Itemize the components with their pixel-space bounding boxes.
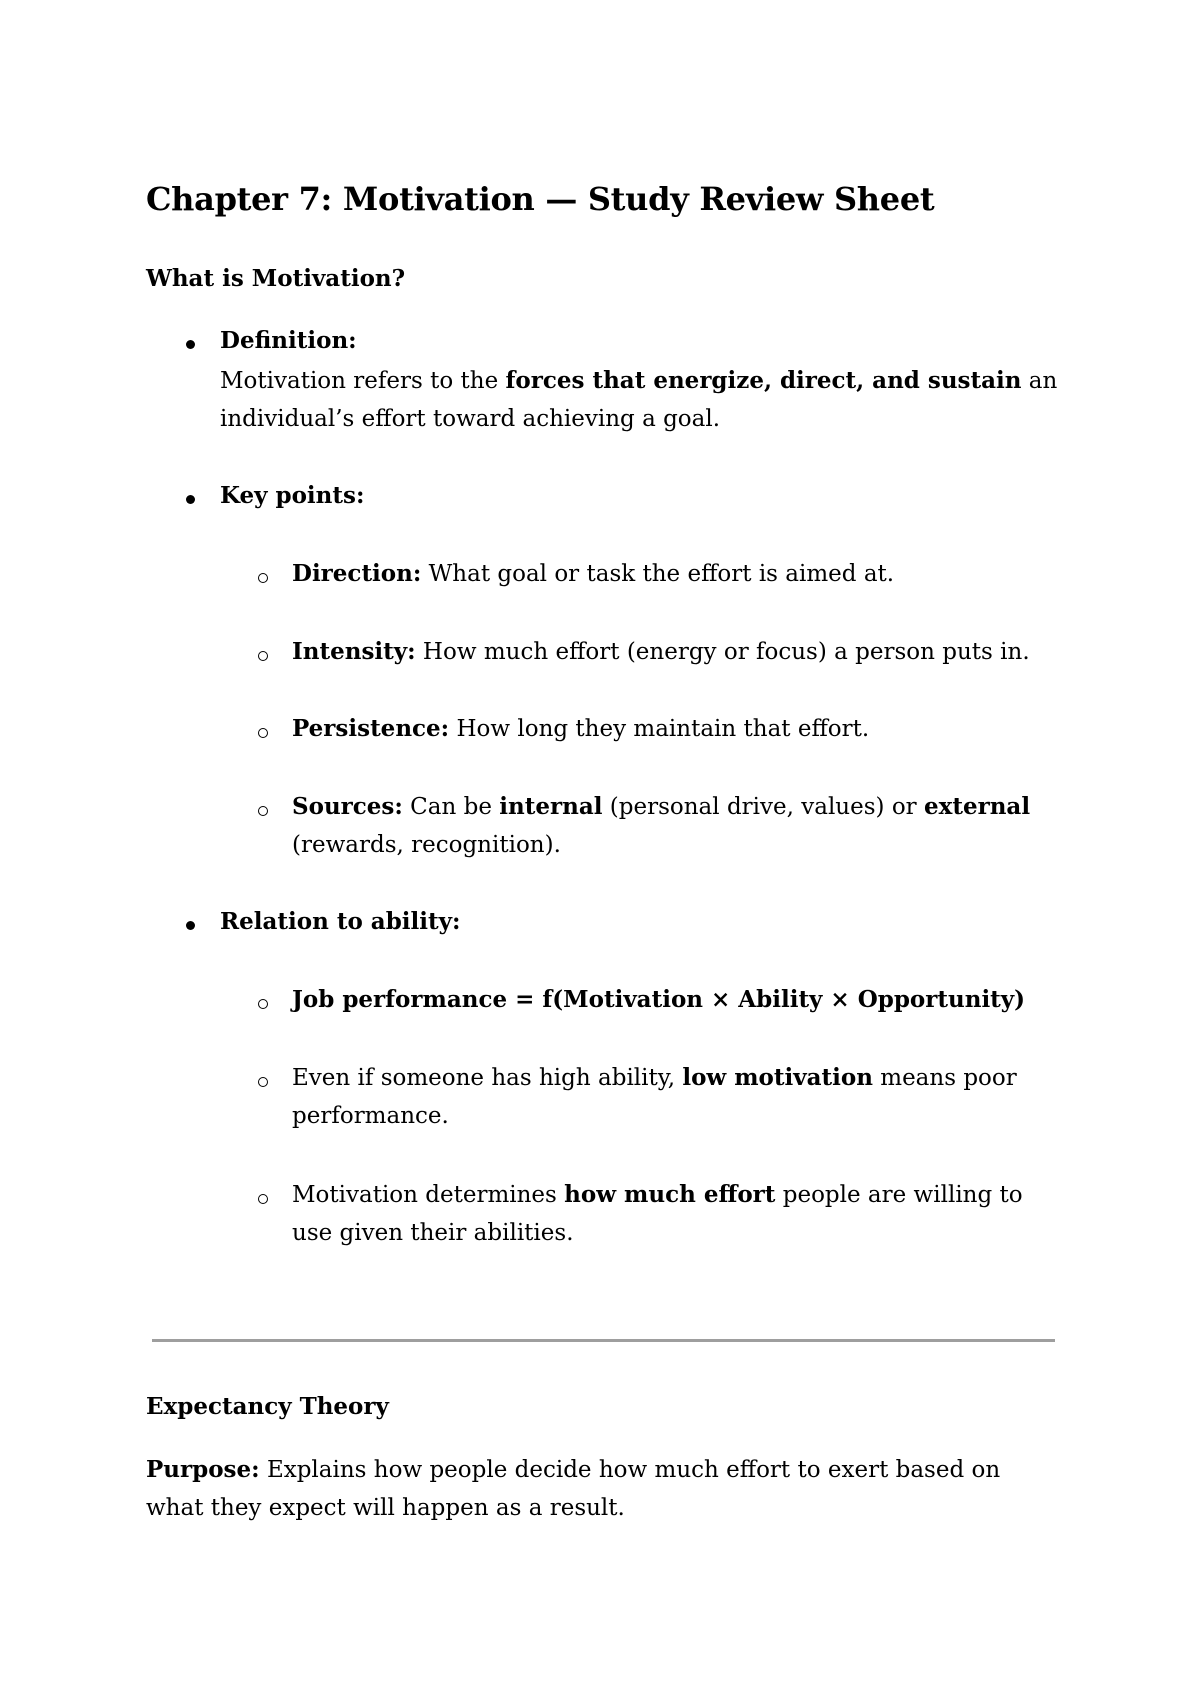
relation-label: Relation to ability: (220, 908, 461, 935)
bullet-hollow-icon (258, 806, 268, 816)
purpose-line-2: what they expect will happen as a result. (146, 1495, 625, 1521)
bullet-hollow-icon (258, 1194, 268, 1204)
bullet-hollow-icon (258, 728, 268, 738)
bullet-filled-icon (186, 340, 195, 349)
bullet-hollow-icon (258, 651, 268, 661)
definition-line-2: individual’s effort toward achieving a goal. (220, 406, 721, 432)
bullet-hollow-icon (258, 1077, 268, 1087)
list-item-formula: Job performance = f(Motivation × Ability × Opportunity) (292, 986, 1026, 1013)
section-heading-what-is-motivation: What is Motivation? (146, 265, 406, 292)
list-item-determines-line-2: use given their abilities. (292, 1220, 574, 1246)
list-item-intensity: Intensity: How much effort (energy or focus) a person puts in. (292, 638, 1030, 665)
bullet-hollow-icon (258, 573, 268, 583)
key-points-label: Key points: (220, 482, 365, 509)
list-item-even-if-line-2: performance. (292, 1103, 449, 1129)
bullet-filled-icon (186, 495, 195, 504)
definition-label: Definition: (220, 327, 357, 354)
bullet-filled-icon (186, 921, 195, 930)
definition-line-1: Motivation refers to the forces that energize, direct, and sustain an (220, 367, 1058, 394)
list-item-direction: Direction: What goal or task the effort is aimed at. (292, 560, 895, 587)
section-heading-expectancy-theory: Expectancy Theory (146, 1393, 389, 1420)
list-item-even-if: Even if someone has high ability, low motivation means poor (292, 1064, 1017, 1091)
page-title: Chapter 7: Motivation — Study Review Sheet (146, 180, 935, 218)
bullet-hollow-icon (258, 999, 268, 1009)
list-item-sources: Sources: Can be internal (personal drive, values) or external (292, 793, 1031, 820)
purpose-line-1: Purpose: Explains how people decide how much effort to exert based on (146, 1456, 1001, 1483)
horizontal-divider (152, 1339, 1055, 1342)
list-item-determines: Motivation determines how much effort people are willing to (292, 1181, 1023, 1208)
list-item-persistence: Persistence: How long they maintain that effort. (292, 715, 870, 742)
list-item-sources-line-2: (rewards, recognition). (292, 832, 561, 858)
